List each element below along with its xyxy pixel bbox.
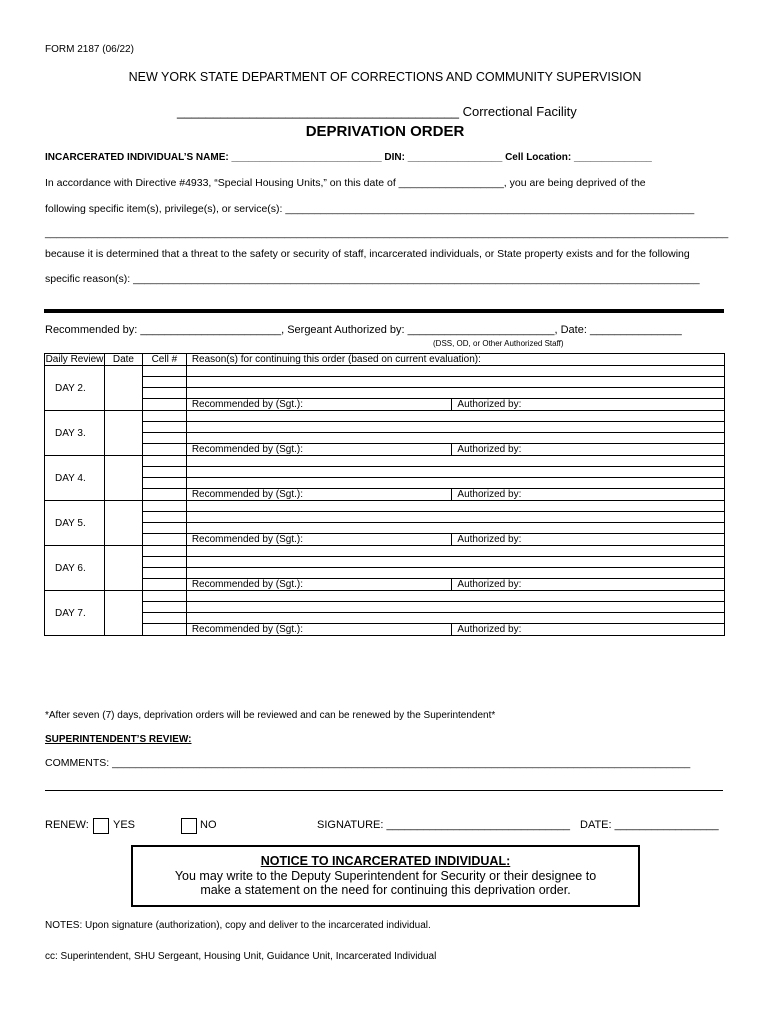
cell-number-cell[interactable]	[142, 456, 186, 467]
renew-label: RENEW:	[45, 819, 89, 831]
table-row	[45, 478, 725, 489]
day-label: DAY 3.	[45, 411, 105, 456]
table-row	[45, 388, 725, 399]
cell-number-cell[interactable]	[142, 411, 186, 422]
recommended-by-sgt[interactable]: Recommended by (Sgt.):	[186, 624, 452, 636]
signature-row	[45, 444, 725, 456]
cell-number-cell[interactable]	[142, 512, 186, 523]
header-reasons: Reason(s) for continuing this order (based on current evaluation):	[186, 354, 724, 366]
table-row	[45, 501, 725, 512]
authorized-by[interactable]: Authorized by:	[452, 579, 725, 591]
review-date-field[interactable]: DATE: _________________	[580, 819, 719, 831]
reason-cell[interactable]	[186, 523, 724, 534]
table-header-row	[45, 354, 725, 366]
signature-row	[45, 624, 725, 636]
cell-number-cell[interactable]	[142, 579, 186, 591]
renew-no-label: NO	[200, 819, 217, 831]
cell-number-cell[interactable]	[142, 444, 186, 456]
reason-cell[interactable]	[186, 467, 724, 478]
table-row	[45, 546, 725, 557]
cell-number-cell[interactable]	[142, 478, 186, 489]
reason-cell[interactable]	[186, 557, 724, 568]
recommended-by-sgt[interactable]: Recommended by (Sgt.):	[186, 579, 452, 591]
reason-cell[interactable]	[186, 478, 724, 489]
table-row	[45, 557, 725, 568]
table-row	[45, 568, 725, 579]
notice-box	[131, 845, 640, 907]
threat-statement: because it is determined that a threat to the safety or security of staff, incarcerated individuals, or State property exists and for the following	[45, 248, 690, 260]
seven-day-note: *After seven (7) days, deprivation orders will be reviewed and can be renewed by the Superintendent*	[45, 710, 496, 721]
authorized-staff-note: (DSS, OD, or Other Authorized Staff)	[433, 339, 564, 348]
daily-review-table	[44, 353, 725, 636]
notice-line-1: You may write to the Deputy Superintendent for Security or their designee to	[174, 869, 597, 883]
cell-number-cell[interactable]	[142, 523, 186, 534]
cell-number-cell[interactable]	[142, 534, 186, 546]
day-label: DAY 2.	[45, 366, 105, 411]
table-row	[45, 467, 725, 478]
cell-number-cell[interactable]	[142, 399, 186, 411]
signature-field[interactable]: SIGNATURE: ______________________________	[317, 819, 570, 831]
authorized-by[interactable]: Authorized by:	[452, 399, 725, 411]
cell-number-cell[interactable]	[142, 546, 186, 557]
directive-statement[interactable]: In accordance with Directive #4933, “Special Housing Units,” on this date of __________________, you are being deprived of the	[45, 177, 646, 189]
cell-number-cell[interactable]	[142, 557, 186, 568]
cell-number-cell[interactable]	[142, 602, 186, 613]
cell-number-cell[interactable]	[142, 501, 186, 512]
signature-row	[45, 399, 725, 411]
table-row	[45, 602, 725, 613]
cell-number-cell[interactable]	[142, 591, 186, 602]
notice-title: NOTICE TO INCARCERATED INDIVIDUAL:	[260, 854, 511, 868]
department-heading: NEW YORK STATE DEPARTMENT OF CORRECTIONS AND COMMUNITY SUPERVISION	[128, 70, 642, 84]
comments-field[interactable]: COMMENTS: ___________________________________________________________________________________________________	[45, 757, 691, 769]
notice-line-2: make a statement on the need for continuing this deprivation order.	[200, 883, 571, 897]
date-cell[interactable]	[104, 411, 142, 456]
cell-number-cell[interactable]	[142, 388, 186, 399]
table-row	[45, 377, 725, 388]
cell-number-cell[interactable]	[142, 377, 186, 388]
deprived-items-field[interactable]: following specific item(s), privilege(s), or service(s): ______________________________________________________________________	[45, 203, 695, 215]
cell-number-cell[interactable]	[142, 467, 186, 478]
table-row	[45, 422, 725, 433]
date-cell[interactable]	[104, 456, 142, 501]
renew-yes-label: YES	[113, 819, 136, 831]
reason-cell[interactable]	[186, 546, 724, 557]
table-row	[45, 411, 725, 422]
date-cell[interactable]	[104, 546, 142, 591]
reason-cell[interactable]	[186, 411, 724, 422]
day-label: DAY 7.	[45, 591, 105, 636]
cc-line: cc: Superintendent, SHU Sergeant, Housing Unit, Guidance Unit, Incarcerated Individual	[45, 951, 437, 962]
facility-field[interactable]: _______________________________________ Correctional Facility	[177, 104, 577, 119]
header-daily-review: Daily Review	[45, 354, 104, 365]
table-row	[45, 591, 725, 602]
table-row	[45, 433, 725, 444]
recommended-by-sgt[interactable]: Recommended by (Sgt.):	[186, 444, 452, 456]
authorized-by[interactable]: Authorized by:	[452, 534, 725, 546]
reason-cell[interactable]	[186, 512, 724, 523]
reason-cell[interactable]	[186, 388, 724, 399]
day-label: DAY 4.	[45, 456, 105, 501]
day-label: DAY 5.	[45, 501, 105, 546]
specific-reasons-field[interactable]: specific reason(s): _________________________________________________________________________________________________	[45, 273, 700, 285]
recommendation-line[interactable]: Recommended by: _______________________, Sergeant Authorized by: ________________________, Date: _______________	[45, 324, 682, 336]
authorized-by[interactable]: Authorized by:	[452, 444, 725, 456]
table-row	[45, 456, 725, 467]
recommended-by-sgt[interactable]: Recommended by (Sgt.):	[186, 489, 452, 501]
table-row	[45, 613, 725, 624]
reason-cell[interactable]	[186, 422, 724, 433]
cell-number-cell[interactable]	[142, 624, 186, 636]
section-divider	[44, 309, 724, 313]
renew-no-checkbox[interactable]	[181, 818, 197, 834]
signature-row	[45, 489, 725, 501]
reason-cell[interactable]	[186, 433, 724, 444]
date-cell[interactable]	[104, 366, 142, 411]
form-number: FORM 2187 (06/22)	[45, 44, 134, 55]
cell-number-cell[interactable]	[142, 613, 186, 624]
cell-number-cell[interactable]	[142, 489, 186, 501]
table-row	[45, 366, 725, 377]
reason-cell[interactable]	[186, 591, 724, 602]
reason-cell[interactable]	[186, 366, 724, 377]
reason-cell[interactable]	[186, 613, 724, 624]
individual-identity-fields[interactable]: INCARCERATED INDIVIDUAL’S NAME: ___________________________ DIN: _________________ Cell Location: ______________	[45, 152, 652, 163]
deprived-items-continuation[interactable]: _____________________________________________________________________________________________________________________	[45, 227, 729, 239]
notes-line: NOTES: Upon signature (authorization), copy and deliver to the incarcerated individual.	[45, 920, 431, 931]
reason-cell[interactable]	[186, 377, 724, 388]
comments-continuation-line[interactable]	[45, 790, 723, 791]
day-label: DAY 6.	[45, 546, 105, 591]
signature-row	[45, 534, 725, 546]
reason-cell[interactable]	[186, 456, 724, 467]
recommended-by-sgt[interactable]: Recommended by (Sgt.):	[186, 534, 452, 546]
table-row	[45, 523, 725, 534]
cell-number-cell[interactable]	[142, 422, 186, 433]
form-title: DEPRIVATION ORDER	[305, 123, 465, 140]
date-cell[interactable]	[104, 501, 142, 546]
cell-number-cell[interactable]	[142, 433, 186, 444]
authorized-by[interactable]: Authorized by:	[452, 624, 725, 636]
renew-yes-checkbox[interactable]	[93, 818, 109, 834]
cell-number-cell[interactable]	[142, 568, 186, 579]
table-row	[45, 512, 725, 523]
header-cell: Cell #	[142, 354, 186, 366]
cell-number-cell[interactable]	[142, 366, 186, 377]
reason-cell[interactable]	[186, 568, 724, 579]
recommended-by-sgt[interactable]: Recommended by (Sgt.):	[186, 399, 452, 411]
date-cell[interactable]	[104, 591, 142, 636]
authorized-by[interactable]: Authorized by:	[452, 489, 725, 501]
superintendent-review-heading: SUPERINTENDENT’S REVIEW:	[45, 734, 192, 745]
signature-row	[45, 579, 725, 591]
reason-cell[interactable]	[186, 602, 724, 613]
header-date: Date	[104, 354, 142, 366]
reason-cell[interactable]	[186, 501, 724, 512]
